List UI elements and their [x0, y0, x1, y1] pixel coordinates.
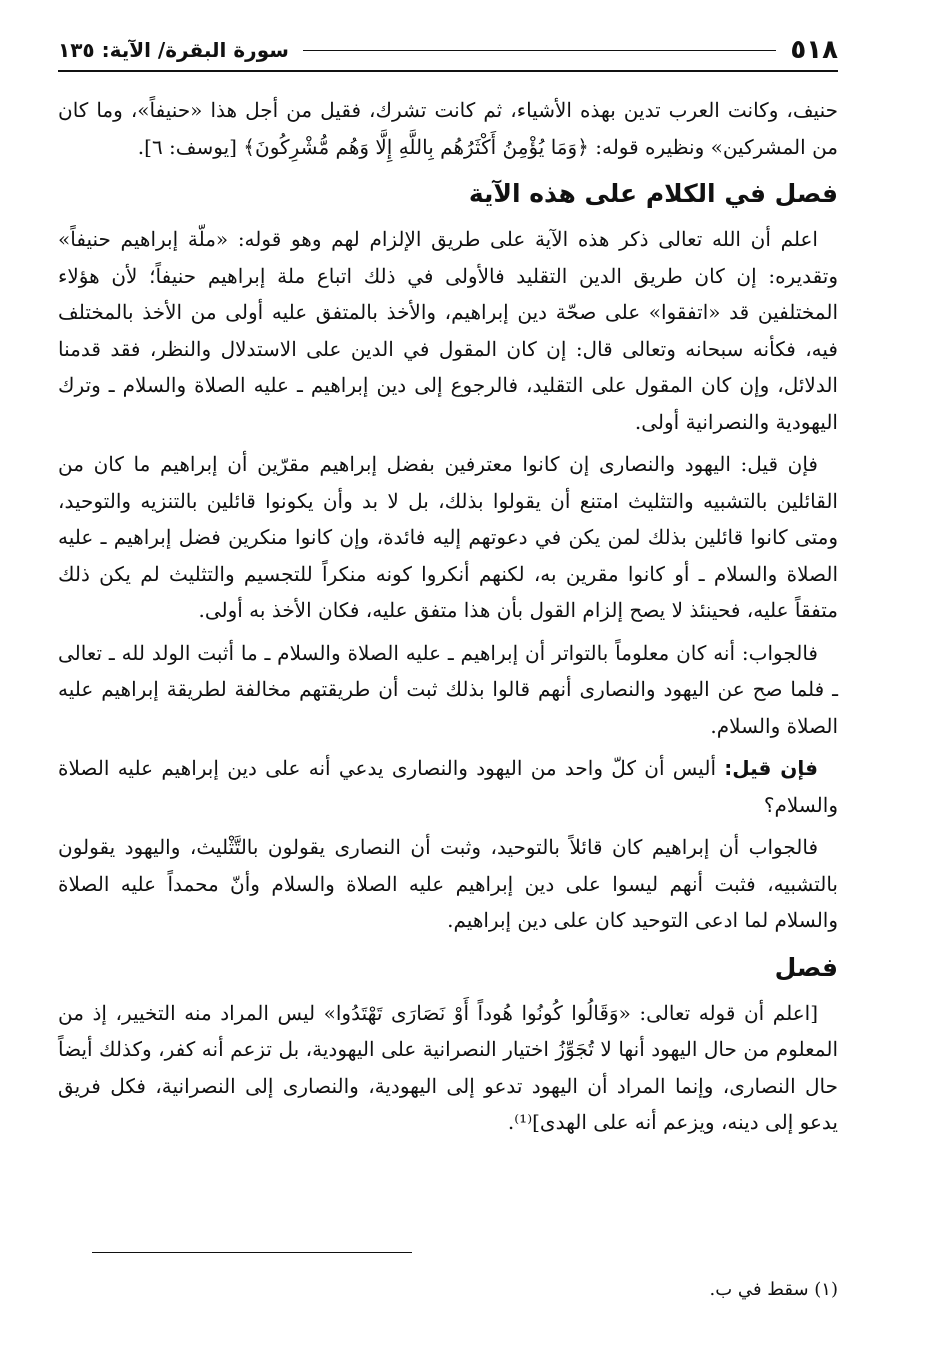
paragraph-lead: فإن قيل: [724, 756, 818, 780]
paragraph: حنيف، وكانت العرب تدين بهذه الأشياء، ثم كانت تشرك، فقيل من أجل هذا «حنيفاً»، وما كان من المشركين» ونظيره قوله: ﴿وَمَا يُؤْمِنُ أَكْثَرُهُم بِاللَّهِ إِلَّا وَهُم مُّشْرِكُونَ﴾ [يوسف: ٦]. [58, 98, 838, 159]
paragraph [58, 750, 838, 823]
paragraph: فإن قيل: اليهود والنصارى إن كانوا معترفين بفضل إبراهيم مقرّين أن إبراهيم ما كان من القائلين بالتشبيه والتثليث امتنع أن يقولوا بذلك، بل لا بد وأن يكونوا قائلين بالتنزيه والتوحيد، ومتى كانوا قائلين بذلك لمن يكن في دعوتهم إليه فائدة، وإن كانوا منكرين فضل إبراهيم ـ عليه الصلاة والسلام ـ أو كانوا مقرين به، لكنهم أنكروا كونه منكراً للتجسيم والتثليث لم يكن ذلك متفقاً عليه، فحينئذ لا يصح إلزام القول بأن هذا متفق عليه، فكان الأخذ به أولى. [58, 452, 838, 622]
header-rule [303, 50, 776, 51]
paragraph: فالجواب: أنه كان معلوماً بالتواتر أن إبراهيم ـ عليه الصلاة والسلام ـ ما أثبت الولد لله ـ تعالى ـ فلما صح عن اليهود والنصارى أنهم قالوا بذلك ثبت أن طريقتهم مخالفة لطريقة إبراهيم عليه الصلاة والسلام. [58, 640, 838, 738]
main-text [58, 92, 838, 1141]
page-number: ٥١٨ [790, 35, 838, 65]
surah-reference: سورة البقرة/ الآية: ١٣٥ [58, 38, 289, 62]
running-header [58, 30, 838, 72]
section-heading: فصل في الكلام على هذه الآية [468, 179, 838, 208]
footnote-separator [92, 1252, 412, 1253]
section-heading: فصل [774, 952, 838, 982]
paragraph: [اعلم أن قوله تعالى: «وَقَالُوا كُونُوا هُوداً أَوْ نَصَارَى تَهْتَدُوا» ليس المراد منه التخيير، إذ من المعلوم من حال اليهود أنها لا تُجَوِّزُ اختيار النصرانية على اليهودية، بل تزعم أنه كفر، وكذلك أيضاً حال النصارى، وإنما المراد أن اليهود تدعو إلى اليهودية، والنصارى إلى النصرانية، فكل فريق يدعو إلى دينه، ويزعم أنه على الهدى]⁽¹⁾. [58, 1000, 838, 1134]
footnote: (١) سقط في ب. [709, 1279, 838, 1300]
paragraph-body: أليس أن كلّ واحد من اليهود والنصارى يدعي أنه على دين إبراهيم عليه الصلاة والسلام؟ [58, 756, 838, 817]
page [58, 30, 838, 1147]
paragraph: فالجواب أن إبراهيم كان قائلاً بالتوحيد، وثبت أن النصارى يقولون بالتَّثْليث، واليهود يقولون بالتشبيه، فثبت أنهم ليسوا على دين إبراهيم عليه الصلاة والسلام وأنّ محمداً عليه الصلاة والسلام لما ادعى التوحيد كان على دين إبراهيم. [58, 835, 838, 932]
paragraph: اعلم أن الله تعالى ذكر هذه الآية على طريق الإلزام لهم وهو قوله: «ملّة إبراهيم حنيفاً» وتقديره: إن كان طريق الدين التقليد فالأولى في ذلك اتباع ملة إبراهيم حنيفاً؛ لأن هؤلاء المختلفين قد «اتفقوا» على صحّة دين إبراهيم، والأخذ بالمتفق عليه أولى من الأخذ بالمختلف فيه، فكأنه سبحانه وتعالى قال: إن كان المقول في الدين على الاستدلال والنظر، فقد قدمنا الدلائل، وإن كان المقول على التقليد، فالرجوع إلى دين إبراهيم ـ عليه الصلاة والسلام ـ وترك اليهودية والنصرانية أولى. [58, 227, 838, 434]
